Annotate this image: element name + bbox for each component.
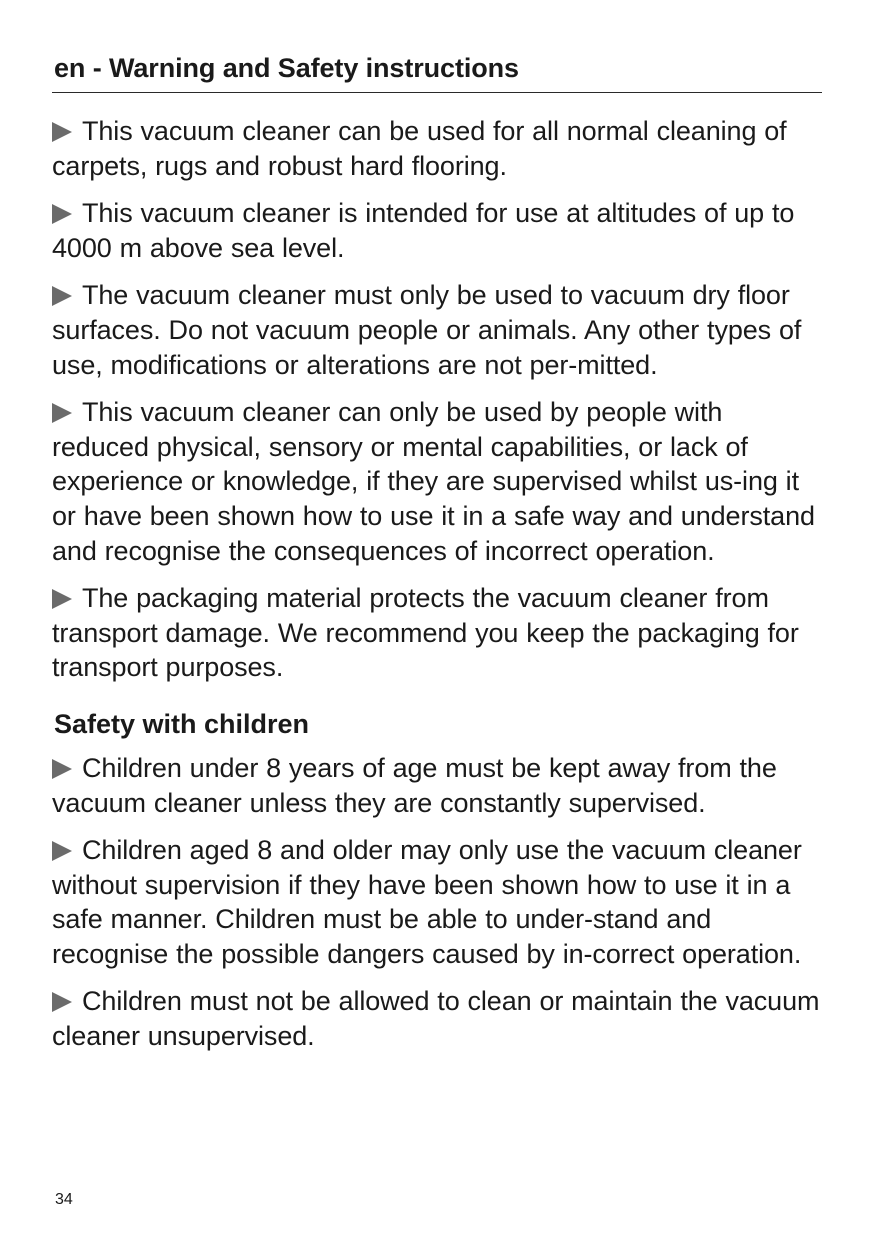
instruction-paragraph [52,114,822,183]
instruction-paragraph [52,581,822,685]
triangle-bullet-icon [52,403,72,423]
triangle-bullet-icon [52,841,72,861]
instruction-paragraph [52,395,822,568]
instruction-paragraph [52,751,822,820]
instruction-text: This vacuum cleaner is intended for use at altitudes of up to 4000 m above sea level. [52,198,795,263]
triangle-bullet-icon [52,759,72,779]
triangle-bullet-icon [52,122,72,142]
instruction-paragraph [52,984,822,1053]
instruction-paragraph [52,278,822,382]
instruction-text: The packaging material protects the vacuum cleaner from transport damage. We recommend you keep the packaging for transport purposes. [52,583,799,683]
page-header [52,50,822,93]
page-number: 34 [55,1191,73,1208]
page-title: en - Warning and Safety instructions [54,53,519,83]
section-heading: Safety with children [54,708,310,739]
instruction-text: This vacuum cleaner can only be used by people with reduced physical, sensory or mental capabilities, or lack of experience or knowledge, if they are supervised whilst us-ing it or have been shown how to use it in a safe way and understand and recognise the consequences of incorrect operation. [52,397,815,566]
triangle-bullet-icon [52,204,72,224]
triangle-bullet-icon [52,286,72,306]
instruction-paragraph [52,833,822,971]
instruction-text: This vacuum cleaner can be used for all normal cleaning of carpets, rugs and robust hard flooring. [52,116,787,181]
instruction-paragraph [52,196,822,265]
instruction-text: Children must not be allowed to clean or maintain the vacuum cleaner unsupervised. [52,986,820,1052]
instruction-text: Children aged 8 and older may only use the vacuum cleaner without supervision if they have been shown how to use it in a safe manner. Children must be able to under-stand and recognise the possible dangers caused by in-correct operation. [52,835,802,969]
triangle-bullet-icon [52,589,72,609]
page-content [52,114,822,1067]
instruction-text: The vacuum cleaner must only be used to vacuum dry floor surfaces. Do not vacuum people or animals. Any other types of use, modifications or alterations are not per-mitted. [52,280,802,380]
triangle-bullet-icon [52,992,72,1012]
instruction-text: Children under 8 years of age must be kept away from the vacuum cleaner unless they are constantly supervised. [52,752,777,818]
